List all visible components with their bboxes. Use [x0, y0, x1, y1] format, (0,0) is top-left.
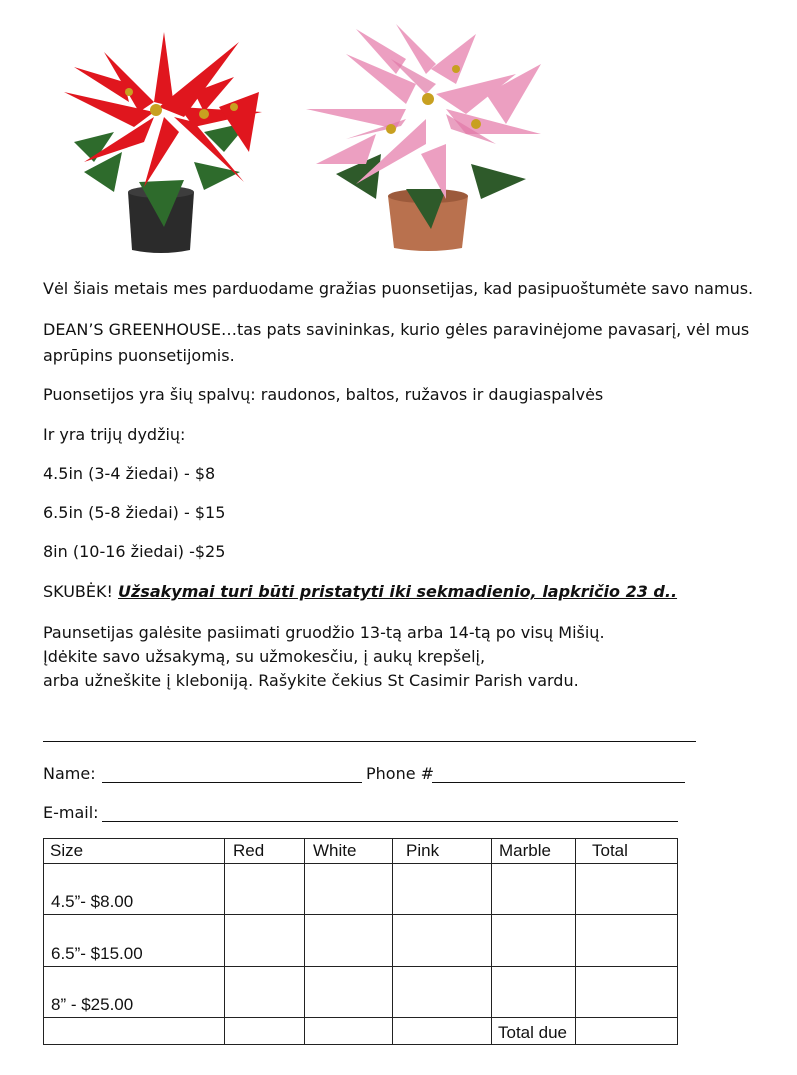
red-qty-cell[interactable]: [225, 915, 305, 967]
deadline-text: Užsakymai turi būti pristatyti iki sekmadienio, lapkričio 23 d..: [118, 582, 678, 601]
white-qty-cell[interactable]: [305, 967, 393, 1018]
pickup-text-line2: Įdėkite savo užsakymą, su užmokesčiu, į aukų krepšelį,: [43, 647, 486, 666]
email-label: E-mail:: [43, 803, 99, 822]
total-due-row: [44, 1018, 678, 1045]
header-pink: Pink: [393, 839, 492, 864]
cut-line: [43, 741, 696, 742]
table-header-row: [44, 839, 678, 864]
sizes-intro: Ir yra trijų dydžių:: [43, 425, 186, 444]
table-row: [44, 967, 678, 1018]
red-qty-cell[interactable]: [225, 864, 305, 915]
empty-cell: [305, 1018, 393, 1045]
greenhouse-text-line1: DEAN’S GREENHOUSE…tas pats savininkas, kurio gėles paravinėjome pavasarį, vėl mus: [43, 320, 750, 339]
table-row: [44, 915, 678, 967]
name-label: Name:: [43, 764, 96, 783]
phone-label: Phone #: [366, 764, 435, 783]
header-total: Total: [576, 839, 678, 864]
red-qty-cell[interactable]: [225, 967, 305, 1018]
intro-text: Vėl šiais metais mes parduodame gražias puonsetijas, kad pasipuoštumėte savo namus.: [43, 279, 754, 298]
size-cell: 8” - $25.00: [44, 967, 225, 1018]
table-row: [44, 864, 678, 915]
header-size: Size: [44, 839, 225, 864]
total-due-label: Total due: [492, 1018, 576, 1045]
size-cell: 4.5”- $8.00: [44, 864, 225, 915]
header-white: White: [305, 839, 393, 864]
white-qty-cell[interactable]: [305, 864, 393, 915]
size-option-large: 8in (10-16 žiedai) -$25: [43, 542, 226, 561]
deadline-line: [43, 580, 763, 604]
red-poinsettia-image: [44, 22, 266, 254]
order-table: [43, 838, 678, 1045]
size-cell: 6.5”- $15.00: [44, 915, 225, 967]
marble-qty-cell[interactable]: [492, 967, 576, 1018]
empty-cell: [225, 1018, 305, 1045]
pink-poinsettia-image: [296, 14, 546, 254]
total-cell[interactable]: [576, 915, 678, 967]
pink-qty-cell[interactable]: [393, 967, 492, 1018]
empty-cell: [393, 1018, 492, 1045]
pickup-text-line3: arba užneškite į kleboniją. Rašykite čekius St Casimir Parish vardu.: [43, 671, 579, 690]
white-qty-cell[interactable]: [305, 915, 393, 967]
size-option-small: 4.5in (3-4 žiedai) - $8: [43, 464, 216, 483]
pink-qty-cell[interactable]: [393, 915, 492, 967]
header-red: Red: [225, 839, 305, 864]
pickup-text-line1: Paunsetijas galėsite pasiimati gruodžio 13-tą arba 14-tą po visų Mišių.: [43, 623, 605, 642]
total-cell[interactable]: [576, 967, 678, 1018]
empty-cell: [44, 1018, 225, 1045]
pink-qty-cell[interactable]: [393, 864, 492, 915]
colors-text: Puonsetijos yra šių spalvų: raudonos, baltos, ružavos ir daugiaspalvės: [43, 385, 604, 404]
marble-qty-cell[interactable]: [492, 915, 576, 967]
email-field[interactable]: [102, 821, 678, 822]
marble-qty-cell[interactable]: [492, 864, 576, 915]
header-marble: Marble: [492, 839, 576, 864]
size-option-medium: 6.5in (5-8 žiedai) - $15: [43, 503, 226, 522]
greenhouse-text-line2: aprūpins puonsetijomis.: [43, 346, 235, 365]
name-field[interactable]: [102, 782, 362, 783]
total-due-field[interactable]: [576, 1018, 678, 1045]
hurry-label: SKUBĖK!: [43, 582, 113, 601]
total-cell[interactable]: [576, 864, 678, 915]
phone-field[interactable]: [432, 782, 685, 783]
